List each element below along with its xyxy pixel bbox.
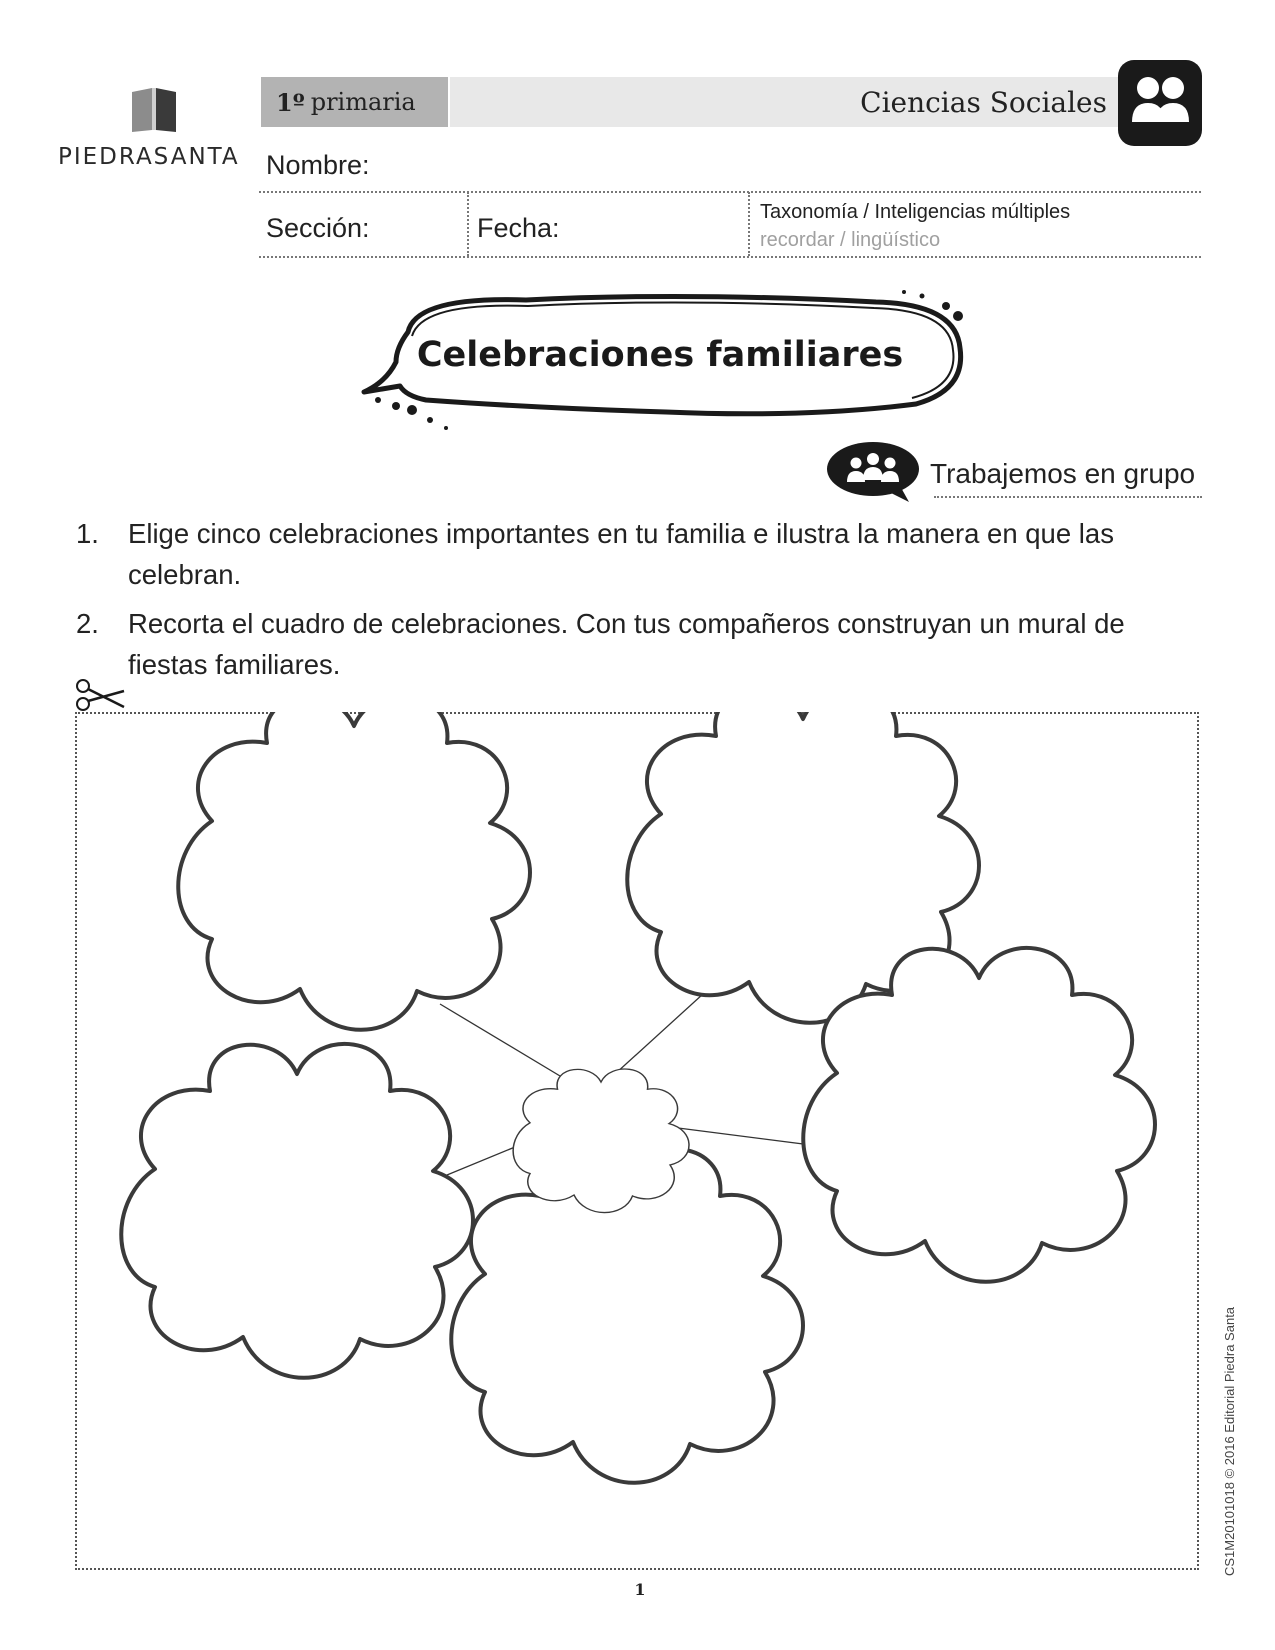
grade-label (261, 77, 448, 127)
form-divider (259, 191, 1201, 193)
instruction-number: 1. (76, 518, 99, 549)
instruction-text: Elige cinco celebraciones importantes en tu familia e ilustra la manera en que las celebran. (128, 518, 1114, 590)
instruction-item (76, 513, 1186, 595)
taxonomy-heading: Taxonomía / Inteligencias múltiples (760, 201, 1071, 223)
instruction-text: Recorta el cuadro de celebraciones. Con tus compañeros construyan un mural de fiestas familiares. (128, 608, 1125, 680)
taxonomy-values: recordar / lingüístico (760, 229, 941, 251)
instruction-number: 2. (76, 608, 99, 639)
idea-web-diagram (75, 712, 1199, 1570)
copyright-credit: CS1M20101018 © 2016 Editorial Piedra Santa (1222, 1306, 1237, 1576)
name-field-label: Nombre: (266, 150, 370, 180)
people-icon (1118, 60, 1202, 146)
group-work-label: Trabajemos en grupo (930, 458, 1196, 489)
instruction-item (76, 603, 1186, 685)
publisher-name: PIEDRASANTA (58, 144, 240, 170)
group-work-underline (934, 496, 1202, 498)
form-divider (259, 256, 1201, 258)
publisher-logo-icon (130, 86, 180, 136)
date-field-label: Fecha: (477, 213, 560, 243)
page-title: Celebraciones familiares (416, 335, 904, 375)
grade-text: primaria (310, 88, 416, 116)
form-divider (467, 192, 469, 256)
grade-number: 1º (276, 87, 305, 117)
subject-title: Ciencias Sociales (450, 77, 1125, 127)
section-field-label: Sección: (266, 213, 370, 243)
form-divider (748, 192, 750, 256)
scissors-icon (74, 677, 126, 715)
group-speech-icon (823, 440, 923, 506)
page-number: 1 (634, 1580, 646, 1599)
